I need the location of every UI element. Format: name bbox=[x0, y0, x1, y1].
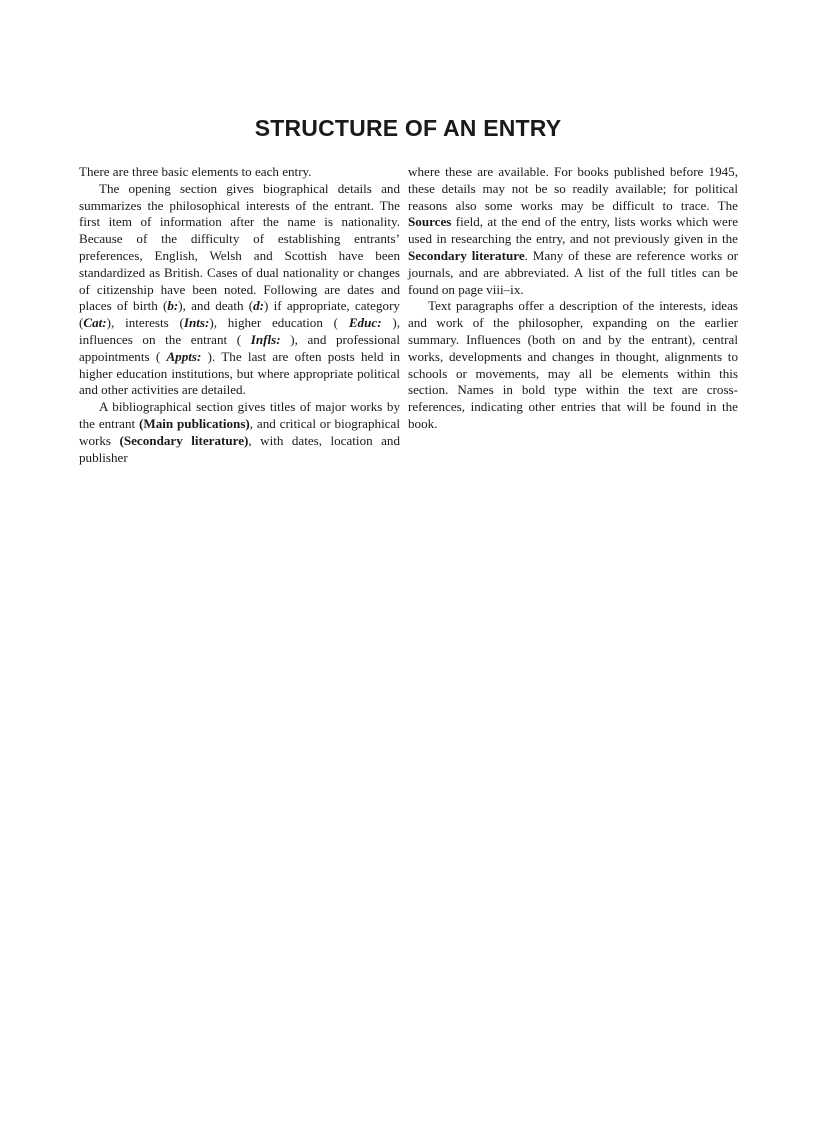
text-paragraphs-description: Text paragraphs offer a description of the interests, ideas and work of the philosopher, expanding on the earlier summary. Influences (both on and by the entrant), central works, developments and changes in thought, alignments to schools or movements, may all be elements within this section. Names in bold type within the text are cross-references, indicating other entries that will be found in the book. bbox=[408, 298, 738, 431]
text-run: field, at the end of the entry, lists works which were used in researching the entry, and not previously given in the bbox=[408, 214, 738, 247]
appointments-field-label: Appts: bbox=[166, 348, 202, 364]
death-field-label: d: bbox=[253, 298, 265, 314]
text-run: A bibliographical section gives titles of major works by the entrant bbox=[79, 399, 400, 431]
bibliographical-section-paragraph bbox=[79, 399, 400, 466]
text-run: where these are available. For books published before 1945, these details may not be so readily available; for political reasons also some works may be difficult to trace. The bbox=[408, 164, 738, 213]
text-run: ), and death ( bbox=[178, 298, 254, 314]
interests-field-label: Ints: bbox=[183, 315, 210, 331]
text-run: ), and professional appointments ( bbox=[79, 331, 401, 364]
biographical-section-paragraph bbox=[79, 181, 400, 399]
category-field-label: Cat: bbox=[83, 315, 107, 331]
intro-paragraph: There are three basic elements to each entry. bbox=[79, 164, 312, 179]
right-column bbox=[408, 164, 738, 433]
text-run: The opening section gives biographical details and summarizes the philosophical interests of the entrant. The first item of information after the name is nationality. Because of the difficulty of establishing entrants’ preferences, English, Welsh and Scottish have been standardized as British. Cases of dual nationality or changes of citizenship have been noted. Following are dates and places of birth ( bbox=[79, 180, 400, 314]
text-run: ). The last are often posts held in higher education institutions, but where appropriate political and other activities are detailed. bbox=[79, 348, 400, 398]
text-run: ), interests ( bbox=[106, 315, 184, 331]
birth-field-label: b: bbox=[167, 298, 179, 314]
text-run: ), higher education ( bbox=[209, 315, 349, 331]
text-run: . Many of these are reference works or journals, and are abbreviated. A list of the full titles can be found on page viii–ix. bbox=[408, 247, 738, 297]
secondary-literature-label: Secondary literature bbox=[408, 247, 525, 263]
text-run: , with dates, location and publisher bbox=[79, 432, 401, 465]
text-run: , and critical or biographical works bbox=[79, 415, 400, 448]
page-title: STRUCTURE OF AN ENTRY bbox=[254, 115, 562, 141]
text-run: ) if appropriate, category ( bbox=[79, 298, 400, 331]
sources-paragraph bbox=[408, 164, 738, 298]
sources-field-label: Sources bbox=[408, 214, 452, 230]
influences-field-label: Infls: bbox=[250, 331, 281, 347]
main-publications-label: (Main publications) bbox=[139, 415, 250, 431]
secondary-literature-label: (Secondary literature) bbox=[119, 432, 249, 448]
left-column bbox=[79, 164, 400, 466]
text-run: ), influences on the entrant ( bbox=[79, 315, 400, 347]
education-field-label: Educ: bbox=[348, 315, 382, 331]
